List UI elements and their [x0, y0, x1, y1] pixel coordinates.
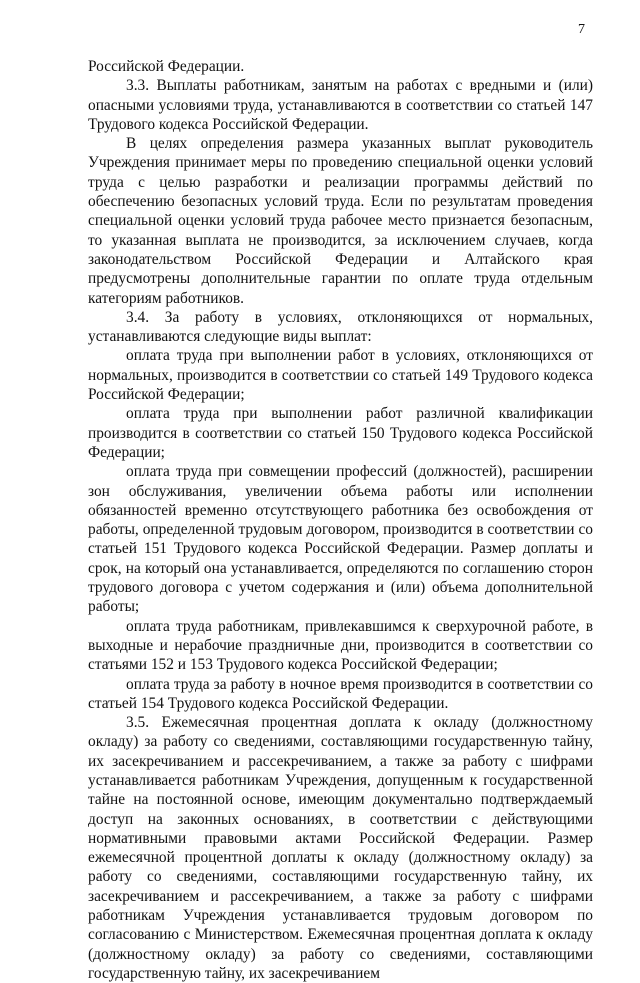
paragraph: 3.5. Ежемесячная процентная доплата к окладу (должностному окладу) за работу со сведениями, составляющими государственную тайну, их засекречиванием и рассекречиванием, а также за работу с шифрами устанавливается работникам Учреждения, допущенным к государственной тайне на постоянной основе, имеющим документально подтверждаемый доступ на законных основаниях, в соответствии с действующими нормативными правовыми актами Российской Федерации. Размер ежемесячной процентной доплаты к окладу (должностному окладу) за работу со сведениями, составляющими государственную тайну, их засекречиванием и рассекречиванием, а также за работу с шифрами работникам Учреждения устанавливается трудовым договором по согласованию с Министерством. Ежемесячная процентная доплата к окладу (должностному окладу) за работу со сведениями, составляющими государственную тайну, их засекречиванием — [88, 714, 593, 982]
paragraph: Российской Федерации. — [88, 58, 245, 75]
paragraph: оплата труда работникам, привлекавшимся к сверхурочной работе, в выходные и нерабочие праздничные дни, производится в соответствии со статьями 152 и 153 Трудового кодекса Российской Федерации; — [88, 617, 593, 674]
paragraph: оплата труда при выполнении работ в условиях, отклоняющихся от нормальных, производится в соответствии со статьей 149 Трудового кодекса Российской Федерации; — [88, 347, 593, 404]
document-body — [88, 57, 593, 983]
paragraph: оплата труда при совмещении профессий (должностей), расширении зон обслуживания, увеличении объема работы или исполнении обязанностей временно отсутствующего работника без освобождения от работы, определенной трудовым договором, производится в соответствии со статьей 151 Трудового кодекса Российской Федерации. Размер доплаты и срок, на который она устанавливается, определяются по соглашению сторон трудового договора с учетом содержания и (или) объема дополнительной работы; — [88, 463, 593, 616]
paragraph: оплата труда за работу в ночное время производится в соответствии со статьей 154 Трудового кодекса Российской Федерации. — [88, 675, 593, 712]
paragraph: оплата труда при выполнении работ различной квалификации производится в соответствии со статьей 150 Трудового кодекса Российской Федерации; — [88, 405, 593, 461]
paragraph: 3.4. За работу в условиях, отклоняющихся от нормальных, устанавливаются следующие виды выплат: — [88, 308, 593, 346]
paragraph: 3.3. Выплаты работникам, занятым на работах с вредными и (или) опасными условиями труда, устанавливаются в соответствии со статьей 147 Трудового кодекса Российской Федерации. — [88, 77, 593, 133]
page-number: 7 — [578, 22, 585, 37]
paragraph: В целях определения размера указанных выплат руководитель Учреждения принимает меры по проведению специальной оценки условий труда с целью разработки и реализации программы действий по обеспечению безопасных условий труда. Если по результатам проведения специальной оценки условий труда рабочее место признается безопасным, то указанная выплата не производится, за исключением случаев, когда законодательством Российской Федерации и Алтайского края предусмотрены дополнительные гарантии по оплате труда отдельным категориям работников. — [88, 135, 593, 307]
